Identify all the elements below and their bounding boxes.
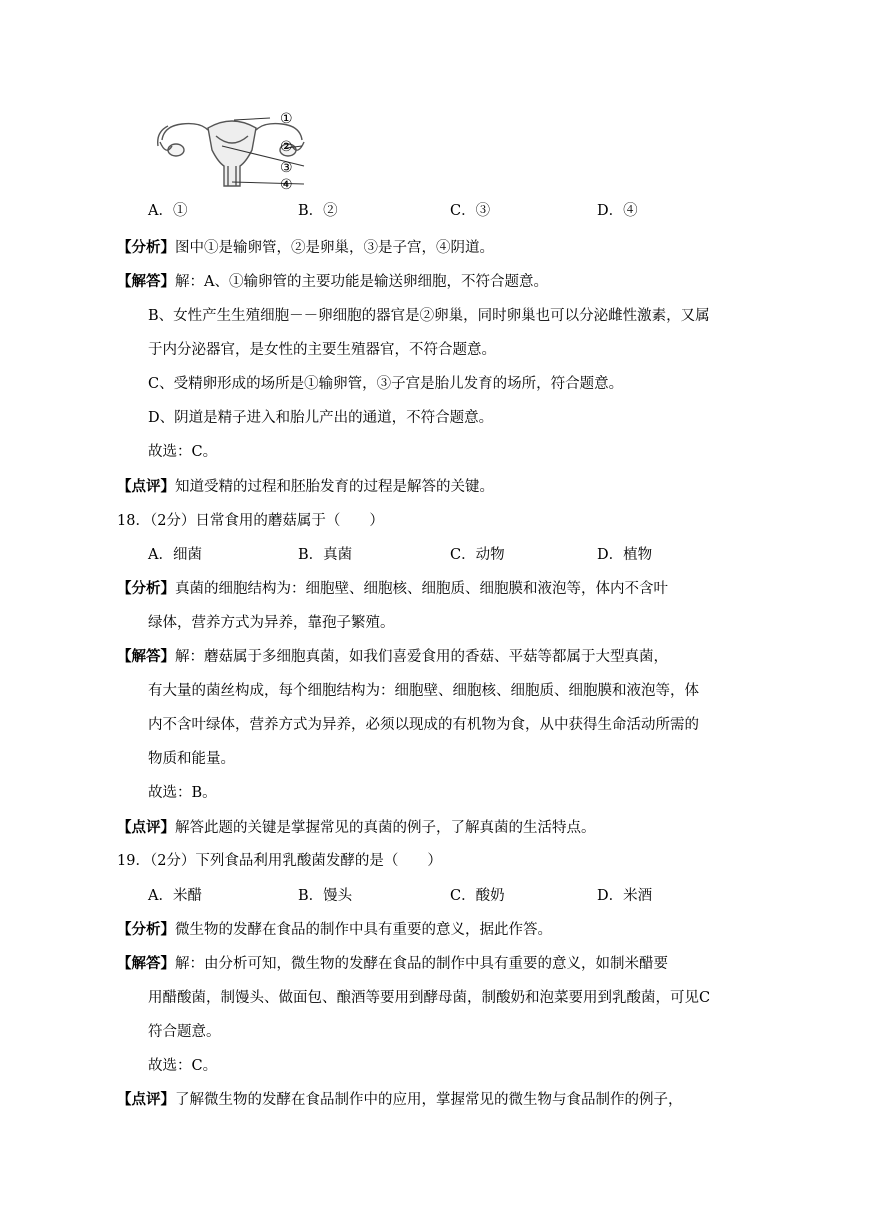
q18-analysis <box>117 579 668 599</box>
answer-line: 物质和能量。 <box>148 751 235 767</box>
q18-option-c: C．动物 <box>450 547 505 563</box>
answer-line: 解：A、①输卵管的主要功能是输送卵细胞，不符合题意。 <box>175 274 548 290</box>
label-3: ③ <box>280 160 293 176</box>
q19-option-c: C．酸奶 <box>450 888 505 904</box>
analysis-tag: 【分析】 <box>117 239 175 256</box>
label-2: ② <box>280 139 293 155</box>
comment-tag: 【点评】 <box>117 819 175 836</box>
answer-line: 有大量的菌丝构成，每个细胞结构为：细胞壁、细胞核、细胞质、细胞膜和液泡等，体 <box>148 683 699 699</box>
analysis-text: 图中①是输卵管，②是卵巢，③是子宫，④阴道。 <box>175 240 494 256</box>
answer-tag: 【解答】 <box>117 955 175 972</box>
q19-answer <box>117 954 668 974</box>
q17-option-b: B．② <box>298 203 338 219</box>
answer-line: 内不含叶绿体，营养方式为异养，必须以现成的有机物为食，从中获得生命活动所需的 <box>148 717 699 733</box>
q19-analysis <box>117 920 552 940</box>
answer-tag: 【解答】 <box>117 273 175 290</box>
answer-line: 于内分泌器官，是女性的主要生殖器官，不符合题意。 <box>148 342 496 358</box>
q19-comment <box>117 1090 683 1110</box>
comment-text: 知道受精的过程和胚胎发育的过程是解答的关键。 <box>175 479 494 495</box>
answer-line: 用醋酸菌，制馒头、做面包、酿酒等要用到酵母菌，制酸奶和泡菜要用到乳酸菌，可见C <box>148 990 711 1006</box>
q17-answer <box>117 272 548 292</box>
q17-option-a: A．① <box>148 203 188 219</box>
answer-choice: 故选：B。 <box>148 785 217 801</box>
q19-option-d: D．米酒 <box>597 888 653 904</box>
q17-analysis <box>117 238 494 258</box>
analysis-text: 微生物的发酵在食品的制作中具有重要的意义，据此作答。 <box>175 922 552 938</box>
answer-line: 解：蘑菇属于多细胞真菌，如我们喜爱食用的香菇、平菇等都属于大型真菌， <box>175 649 668 665</box>
answer-line: D、阴道是精子进入和胎儿产出的通道，不符合题意。 <box>148 410 494 426</box>
analysis-tag: 【分析】 <box>117 580 175 597</box>
q18-option-a: A．细菌 <box>148 547 202 563</box>
q18-option-b: B．真菌 <box>298 547 353 563</box>
analysis-tag: 【分析】 <box>117 921 175 938</box>
q17-option-d: D．④ <box>597 203 638 219</box>
label-1: ① <box>280 111 293 127</box>
answer-line: C、受精卵形成的场所是①输卵管，③子宫是胎儿发育的场所，符合题意。 <box>148 376 624 392</box>
answer-choice: 故选：C。 <box>148 444 218 460</box>
q17-option-c: C．③ <box>450 203 491 219</box>
analysis-text: 真菌的细胞结构为：细胞壁、细胞核、细胞质、细胞膜和液泡等，体内不含叶 <box>175 581 668 597</box>
analysis-text: 绿体，营养方式为异养，靠孢子繁殖。 <box>148 615 395 631</box>
comment-text: 了解微生物的发酵在食品制作中的应用，掌握常见的微生物与食品制作的例子， <box>175 1092 683 1108</box>
q19-stem: 19．（2分）下列食品利用乳酸菌发酵的是（ ） <box>117 853 442 869</box>
uterus-diagram <box>152 106 312 194</box>
answer-choice: 故选：C。 <box>148 1058 218 1074</box>
comment-tag: 【点评】 <box>117 1091 175 1108</box>
q18-stem: 18．（2分）日常食用的蘑菇属于（ ） <box>117 513 384 529</box>
answer-line: B、女性产生生殖细胞－－卵细胞的器官是②卵巢，同时卵巢也可以分泌雌性激素，又属 <box>148 308 710 324</box>
comment-text: 解答此题的关键是掌握常见的真菌的例子，了解真菌的生活特点。 <box>175 820 596 836</box>
diagram-labels <box>280 111 293 193</box>
q17-comment <box>117 477 494 497</box>
answer-tag: 【解答】 <box>117 648 175 665</box>
label-4: ④ <box>280 177 293 193</box>
q18-answer <box>117 647 668 667</box>
answer-line: 解：由分析可知，微生物的发酵在食品的制作中具有重要的意义，如制米醋要 <box>175 956 668 972</box>
q19-option-a: A．米醋 <box>148 888 202 904</box>
q19-option-b: B．馒头 <box>298 888 353 904</box>
answer-line: 符合题意。 <box>148 1024 221 1040</box>
q18-comment <box>117 818 596 838</box>
comment-tag: 【点评】 <box>117 478 175 495</box>
q18-option-d: D．植物 <box>597 547 653 563</box>
